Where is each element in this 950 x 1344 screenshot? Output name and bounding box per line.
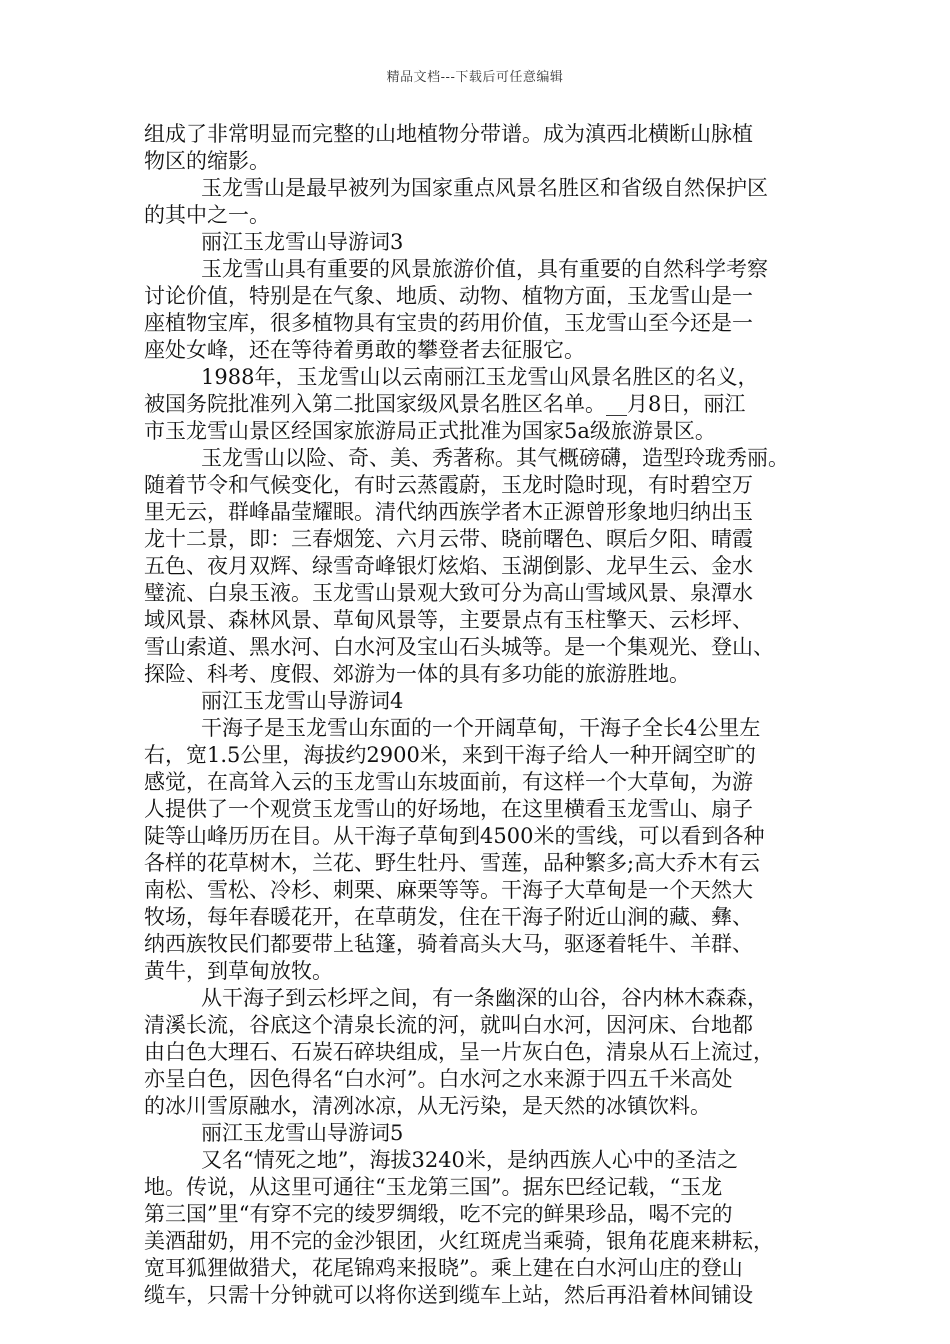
text-line: 又名“情死之地”，海拔3240米，是纳西族人心中的圣洁之 — [201, 1148, 738, 1172]
text-line: 清溪长流，谷底这个清泉长流的河，就叫白水河，因河床、台地都 — [144, 1013, 753, 1037]
text-line: 南松、雪松、冷杉、刺栗、麻栗等等。干海子大草甸是一个天然大 — [144, 878, 753, 902]
text-line: 纳西族牧民们都要带上毡篷，骑着高头大马，驱逐着牦牛、羊群、 — [144, 932, 753, 956]
text-line: 陡等山峰历历在目。从干海子草甸到4500米的雪线，可以看到各种 — [144, 824, 765, 848]
text-line: 由白色大理石、石炭石碎块组成，呈一片灰白色，清泉从石上流过， — [144, 1040, 774, 1064]
text-line: 雪山索道、黑水河、白水河及宝山石头城等。是一个集观光、登山、 — [144, 635, 774, 659]
text-line: 的其中之一。 — [144, 203, 270, 227]
text-line: 域风景、森林风景、草甸风景等，主要景点有玉柱擎天、云杉坪、 — [144, 608, 753, 632]
text-line: 人提供了一个观赏玉龙雪山的好场地，在这里横看玉龙雪山、扇子 — [144, 797, 753, 821]
text-line: 从干海子到云杉坪之间，有一条幽深的山谷，谷内林木森森， — [201, 986, 768, 1010]
document-body — [144, 121, 820, 1309]
text-line: 组成了非常明显而完整的山地植物分带谱。成为滇西北横断山脉植 — [144, 122, 753, 146]
text-line: 1988年，玉龙雪山以云南丽江玉龙雪山风景名胜区的名义， — [201, 365, 759, 389]
text-line: 第三国”里“有穿不完的绫罗绸缎，吃不完的鲜果珍品，喝不完的 — [144, 1202, 733, 1226]
text-line: 被国务院批准列入第二批国家级风景名胜区名单。__月8日，丽江 — [144, 392, 746, 416]
text-line: 丽江玉龙雪山导游词4 — [201, 689, 404, 713]
text-line: 牧场，每年春暖花开，在草萌发，住在干海子附近山涧的藏、彝、 — [144, 905, 753, 929]
text-line: 干海子是玉龙雪山东面的一个开阔草甸，干海子全长4公里左 — [201, 716, 761, 740]
text-line: 美酒甜奶，用不完的金沙银团，火红斑虎当乘骑，银角花鹿来耕耘， — [144, 1229, 774, 1253]
text-line: 讨论价值，特别是在气象、地质、动物、植物方面，玉龙雪山是一 — [144, 284, 753, 308]
text-line: 各样的花草树木，兰花、野生牡丹、雪莲，品种繁多;高大乔木有云 — [144, 851, 761, 875]
text-line: 里无云，群峰晶莹耀眼。清代纳西族学者木正源曾形象地归纳出玉 — [144, 500, 753, 524]
text-line: 的冰川雪原融水，清冽冰凉，从无污染，是天然的冰镇饮料。 — [144, 1094, 711, 1118]
text-line: 探险、科考、度假、郊游为一体的具有多功能的旅游胜地。 — [144, 662, 690, 686]
text-line: 缆车，只需十分钟就可以将你送到缆车上站，然后再沿着林间铺设 — [144, 1283, 753, 1307]
page-header: 精品文档---下载后可任意编辑 — [386, 70, 564, 85]
text-line: 地。传说，从这里可通往“玉龙第三国”。据东巴经记载，“玉龙 — [144, 1175, 723, 1199]
text-line: 玉龙雪山具有重要的风景旅游价值，具有重要的自然科学考察 — [201, 257, 768, 281]
text-line: 黄牛，到草甸放牧。 — [144, 959, 333, 983]
text-line: 市玉龙雪山景区经国家旅游局正式批准为国家5a级旅游景区。 — [144, 419, 716, 443]
text-line: 物区的缩影。 — [144, 149, 270, 173]
text-line: 随着节令和气候变化，有时云蒸霞蔚，玉龙时隐时现，有时碧空万 — [144, 473, 753, 497]
text-line: 丽江玉龙雪山导游词5 — [201, 1121, 404, 1145]
text-line: 感觉，在高耸入云的玉龙雪山东坡面前，有这样一个大草甸，为游 — [144, 770, 753, 794]
text-line: 玉龙雪山是最早被列为国家重点风景名胜区和省级自然保护区 — [201, 176, 768, 200]
text-line: 亦呈白色，因色得名“白水河”。白水河之水来源于四五千米高处 — [144, 1067, 733, 1091]
text-line: 璧流、白泉玉液。玉龙雪山景观大致可分为高山雪域风景、泉潭水 — [144, 581, 753, 605]
text-line: 座处女峰，还在等待着勇敢的攀登者去征服它。 — [144, 338, 585, 362]
text-line: 龙十二景，即：三春烟笼、六月云带、晓前曙色、暝后夕阳、晴霞 — [144, 527, 753, 551]
text-line: 五色、夜月双辉、绿雪奇峰银灯炫焰、玉湖倒影、龙早生云、金水 — [144, 554, 753, 578]
text-line: 玉龙雪山以险、奇、美、秀著称。其气概磅礴，造型玲珑秀丽。 — [201, 446, 789, 470]
text-line: 丽江玉龙雪山导游词3 — [201, 230, 404, 254]
text-line: 座植物宝库，很多植物具有宝贵的药用价值，玉龙雪山至今还是一 — [144, 311, 753, 335]
text-line: 右，宽1.5公里，海拔约2900米，来到干海子给人一种开阔空旷的 — [144, 743, 756, 767]
text-line: 宽耳狐狸做猎犬，花尾锦鸡来报晓”。乘上建在白水河山庄的登山 — [144, 1256, 743, 1280]
